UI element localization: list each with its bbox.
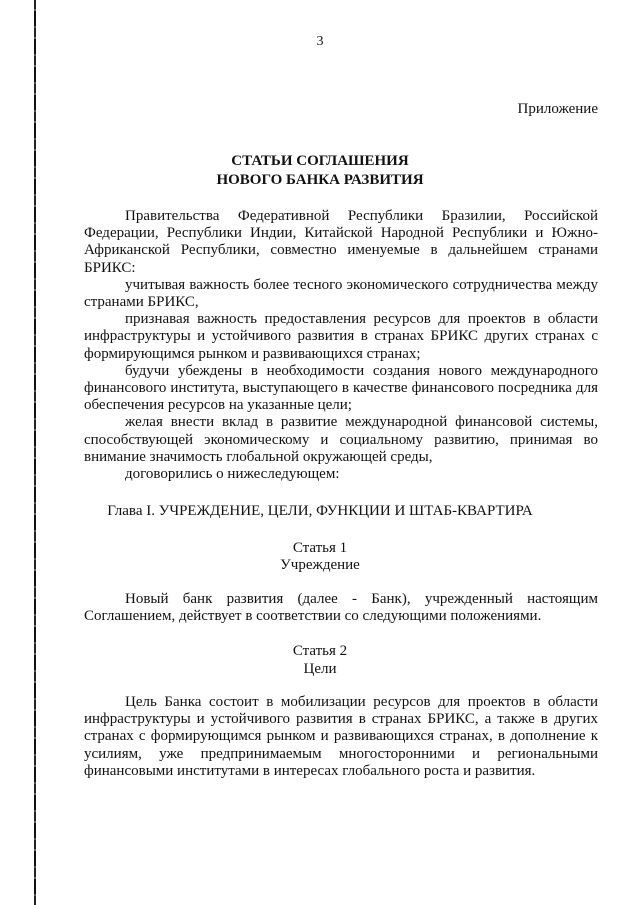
- article-2-number: Статья 2: [292, 643, 348, 659]
- preamble: [84, 208, 598, 483]
- preamble-paragraph: признавая важность предоставления ресурсов для проектов в области инфраструктуры и устойчивого развития в странах БРИКС других странах с формирующимся рынком и развивающихся странах;: [84, 311, 598, 362]
- article-2-body: [84, 694, 598, 780]
- article-1-number: Статья 1: [292, 540, 348, 556]
- document-title-line-2: НОВОГО БАНКА РАЗВИТИЯ: [216, 172, 424, 188]
- page-number: 3: [316, 34, 324, 49]
- preamble-paragraph: будучи убеждены в необходимости создания нового международного финансового института, выступающего в качестве финансового посредника для обеспечения ресурсов на указанные цели;: [84, 362, 598, 414]
- preamble-paragraph: договорились о нижеследующем:: [125, 466, 340, 483]
- scan-edge-shadow: [34, 0, 36, 905]
- preamble-paragraph: Правительства Федеративной Республики Бразилии, Российской Федерации, Республики Индии, Китайской Народной Республики и Южно-Африканской Республики, совместно именуемые в дальнейшем странами БРИКС:: [84, 208, 598, 276]
- appendix-label: Приложение: [517, 101, 598, 117]
- article-2-text: Цель Банка состоит в мобилизации ресурсов для проектов в области инфраструктуры и устойчивого развития в странах БРИКС, а также в других странах с формирующимся рынком и развивающихся странах, в дополнение к усилиям, уже предпринимаемым многосторонними и региональными финансовыми институтами в интересах глобального роста и развития.: [84, 694, 598, 779]
- document-title: [0, 152, 640, 190]
- article-1-body: [84, 591, 598, 625]
- preamble-paragraph: учитывая важность более тесного экономического сотрудничества между странами БРИКС,: [84, 276, 598, 311]
- document-title-line-1: СТАТЬИ СОГЛАШЕНИЯ: [231, 153, 409, 169]
- article-1-text: Новый банк развития (далее - Банк), учрежденный настоящим Соглашением, действует в соответствии со следующими положениями.: [84, 591, 598, 625]
- article-1-title: Учреждение: [280, 557, 360, 573]
- article-2-title: Цели: [303, 661, 337, 677]
- chapter-heading: Глава I. УЧРЕЖДЕНИЕ, ЦЕЛИ, ФУНКЦИИ И ШТАБ-КВАРТИРА: [107, 503, 533, 519]
- preamble-paragraph: желая внести вклад в развитие международной финансовой системы, способствующей экономическому и социальному развитию, принимая во внимание значимость глобальной окружающей среды,: [84, 414, 598, 465]
